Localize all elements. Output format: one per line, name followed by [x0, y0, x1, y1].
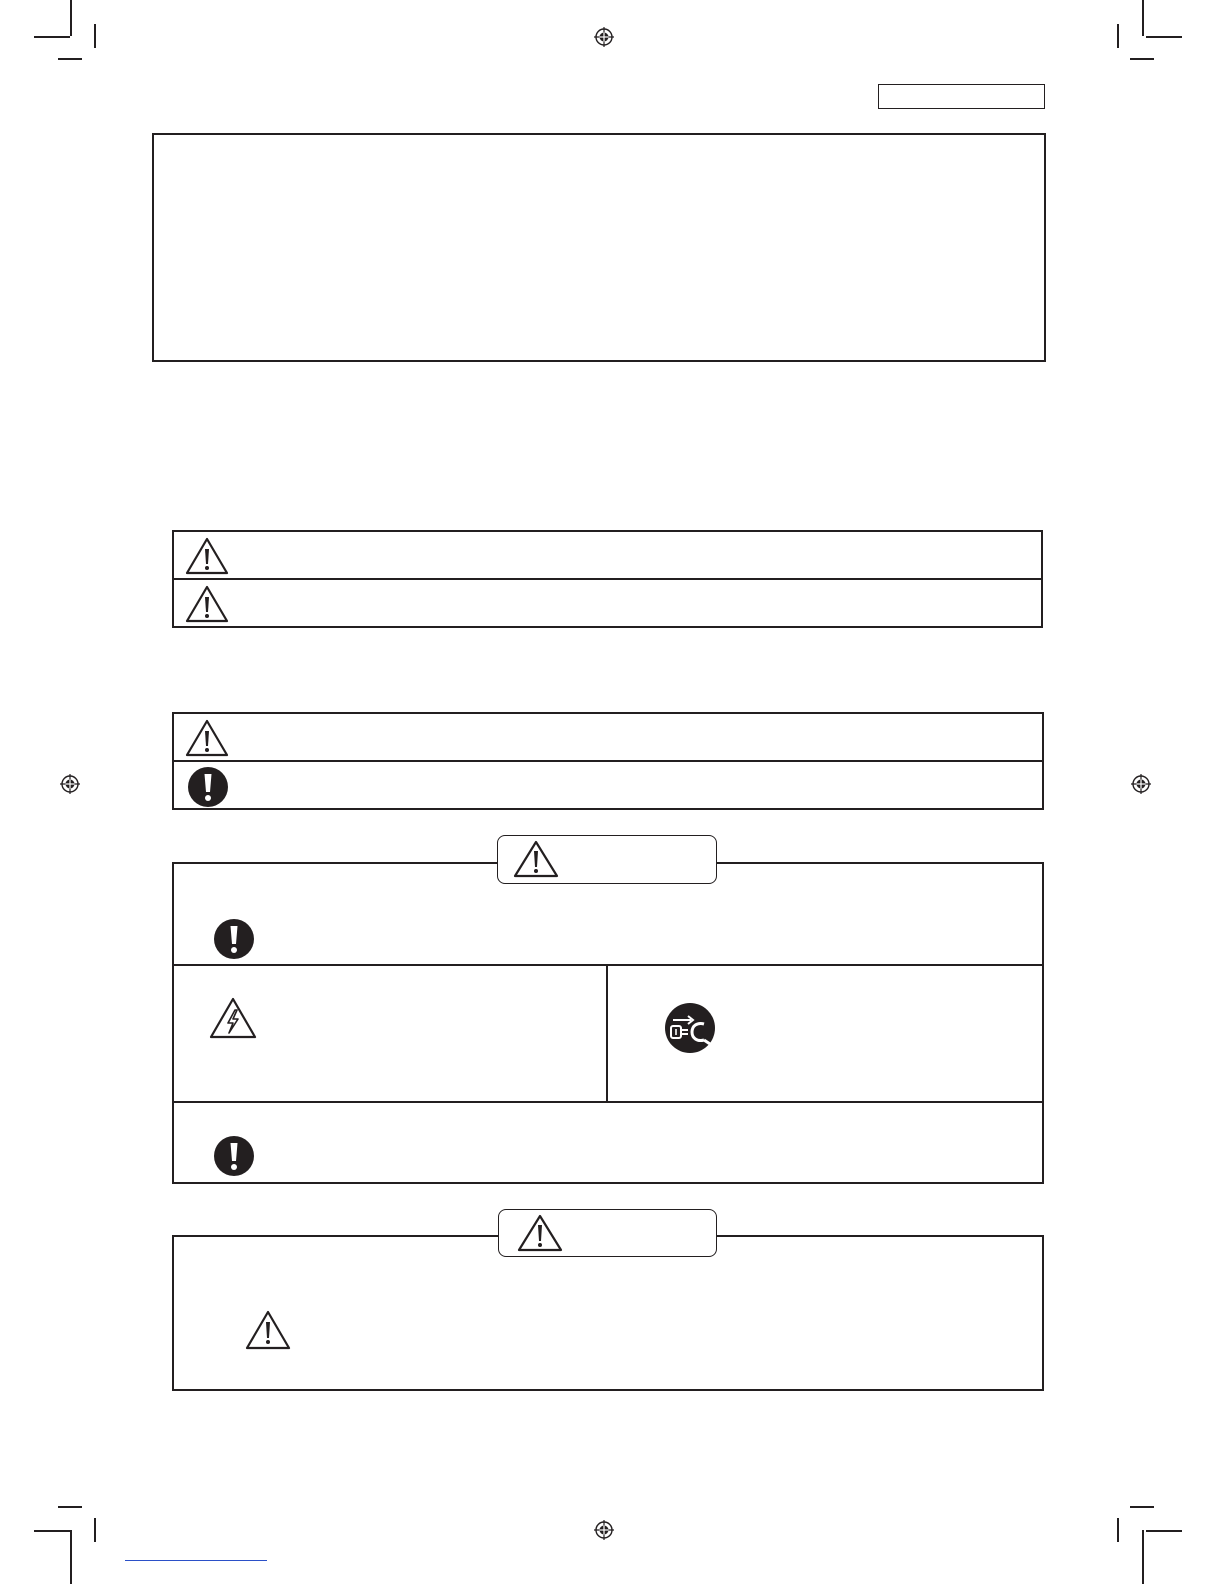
warning-item-row-2 [174, 966, 1042, 1103]
warning-triangle-icon [184, 718, 230, 758]
crop-mark [58, 1506, 82, 1508]
crop-mark [58, 58, 82, 60]
crop-mark [1117, 24, 1119, 48]
footer-link[interactable] [125, 1548, 267, 1561]
symbol-row-mandatory [174, 762, 1042, 810]
crop-mark [34, 36, 70, 38]
signal-word-row-caution [174, 580, 1041, 628]
caution-section [172, 1235, 1044, 1391]
warning-item-unplug [608, 966, 1042, 1101]
crop-mark [1130, 58, 1154, 60]
warning-heading-tab [497, 835, 717, 884]
electric-shock-icon [208, 996, 258, 1040]
unplug-power-icon [664, 1002, 716, 1054]
crop-mark [1146, 36, 1182, 38]
crop-mark [70, 0, 72, 36]
mandatory-exclamation-icon [213, 918, 255, 960]
warning-item-3 [174, 1103, 1042, 1184]
crop-mark [1142, 1530, 1144, 1584]
warning-item-electric [174, 966, 608, 1101]
crop-mark [94, 1518, 96, 1542]
registration-mark-icon [1131, 774, 1151, 794]
warning-triangle-icon [184, 584, 230, 624]
label-box [878, 84, 1045, 109]
crop-mark [34, 1530, 70, 1532]
warning-triangle-icon [244, 1309, 292, 1351]
registration-mark-icon [594, 1520, 614, 1540]
registration-mark-icon [60, 774, 80, 794]
registration-mark-icon [594, 27, 614, 47]
crop-mark [1130, 1506, 1154, 1508]
crop-mark [1117, 1518, 1119, 1542]
warning-triangle-icon [184, 536, 230, 576]
crop-mark [1142, 0, 1144, 36]
symbol-row-attention [174, 714, 1042, 762]
signal-word-row-warning [174, 532, 1041, 580]
warning-triangle-icon [516, 1213, 564, 1253]
crop-mark [70, 1530, 72, 1584]
symbol-legend-table [172, 712, 1044, 810]
mandatory-exclamation-icon [187, 766, 229, 808]
crop-mark [94, 24, 96, 48]
warning-triangle-icon [512, 839, 560, 879]
crop-mark [1146, 1530, 1182, 1532]
caution-heading-tab [498, 1209, 717, 1257]
intro-frame [152, 133, 1046, 362]
warning-section [172, 862, 1044, 1184]
signal-word-table [172, 530, 1043, 628]
mandatory-exclamation-icon [213, 1135, 255, 1177]
